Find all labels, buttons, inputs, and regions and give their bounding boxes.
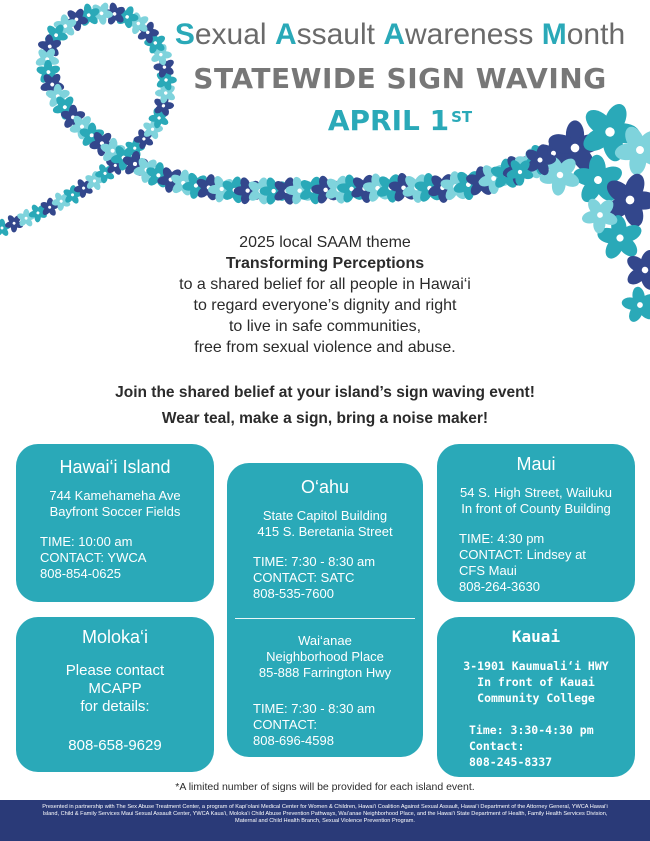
- phone-number: 808-696-4598: [253, 733, 334, 748]
- address-line: Bayfront Soccer Fields: [49, 504, 181, 519]
- phone-number: 808-264-3630: [459, 579, 540, 594]
- contact-line: CONTACT: SATC: [253, 570, 355, 585]
- contact-line: CONTACT: YWCA: [40, 550, 147, 565]
- address-line: In front of Kauai: [477, 675, 595, 689]
- theme-line: to live in safe communities,: [228, 318, 422, 335]
- kauai-card: [437, 617, 635, 777]
- address-line: In front of County Building: [461, 501, 611, 516]
- phone-number: 808-535-7600: [253, 586, 334, 601]
- address-line: 85-888 Farrington Hwy: [258, 665, 392, 680]
- event-date: APRIL 1 $^{ST}$: [327, 104, 473, 137]
- time-line: TIME: 4:30 pm: [459, 531, 545, 546]
- theme-name: Transforming Perceptions: [225, 255, 425, 272]
- signs-note: *A limited number of signs will be provided for each island event.: [175, 781, 475, 793]
- join-line: Join the shared belief at your island’s sign waving event!: [115, 384, 535, 401]
- contact-org: MCAPP: [88, 680, 142, 697]
- call-to-action: [0, 380, 650, 432]
- molokai-card: [16, 617, 214, 772]
- page-title: Sexual Assault Awareness Month: [174, 18, 626, 51]
- theme-line: 2025 local SAAM theme: [239, 234, 411, 251]
- card-title: Hawai‘i Island: [59, 457, 171, 477]
- card-title: Moloka‘i: [81, 627, 149, 647]
- address-line: 744 Kamehameha Ave: [49, 488, 181, 503]
- address-line: Wai‘anae: [298, 633, 352, 648]
- address-line: 54 S. High Street, Wailuku: [460, 485, 612, 500]
- card-title: O‘ahu: [300, 477, 350, 497]
- hawaii-island-card: [16, 444, 214, 602]
- time-line: Time: 3:30-4:30 pm: [469, 723, 594, 737]
- phone-number: 808-658-9629: [68, 737, 162, 754]
- theme-statement: [0, 232, 650, 358]
- card-title: Kauai: [511, 627, 561, 646]
- address-line: 3-1901 Kaumuali‘i HWY: [463, 659, 609, 673]
- phone-number: 808-245-8337: [469, 755, 553, 769]
- partner-footer: Presented in partnership with The Sex Abuse Treatment Center, a program of Kapi‘olani Medical Center for Women & Children, Hawai‘i Coalition Against Sexual Assault, Hawai‘i Department of the Attorney General, YWCA Hawai‘i Island, Child & Family Services Maui Sexual Assault Center, YWCA Kaua‘i, Moloka‘i Child Abuse Prevention Pathways, Wai‘anae Neighborhood Place, and the Hawai‘i State Department of Health, Family Health Services Division, Maternal and Child Health Branch, Sexual Violence Prevention Program.: [0, 800, 650, 841]
- time-line: TIME: 7:30 - 8:30 am: [253, 701, 376, 716]
- contact-line: Please contact: [65, 662, 165, 679]
- oahu-card: [227, 463, 423, 757]
- contact-line: CONTACT:: [253, 717, 318, 732]
- event-subtitle: STATEWIDE SIGN WAVING: [193, 62, 607, 95]
- address-line: 415 S. Beretania Street: [257, 524, 393, 539]
- section-divider: [235, 618, 415, 619]
- time-line: TIME: 7:30 - 8:30 am: [253, 554, 376, 569]
- contact-line: Contact:: [469, 739, 525, 753]
- wear-teal-line: Wear teal, make a sign, bring a noise maker!: [161, 410, 489, 427]
- contact-line: CFS Maui: [459, 563, 517, 578]
- theme-line: free from sexual violence and abuse.: [194, 339, 456, 356]
- contact-line: for details:: [80, 698, 150, 715]
- phone-number: 808-854-0625: [40, 566, 121, 581]
- theme-line: to regard everyone’s dignity and right: [193, 297, 457, 314]
- card-title: Maui: [516, 454, 556, 474]
- address-line: Neighborhood Place: [266, 649, 384, 664]
- time-line: TIME: 10:00 am: [40, 534, 133, 549]
- address-line: Community College: [477, 691, 595, 705]
- address-line: State Capitol Building: [262, 508, 388, 523]
- theme-line: to a shared belief for all people in Hawai‘i: [179, 276, 471, 293]
- contact-line: CONTACT: Lindsey at: [459, 547, 586, 562]
- maui-card: [437, 444, 635, 602]
